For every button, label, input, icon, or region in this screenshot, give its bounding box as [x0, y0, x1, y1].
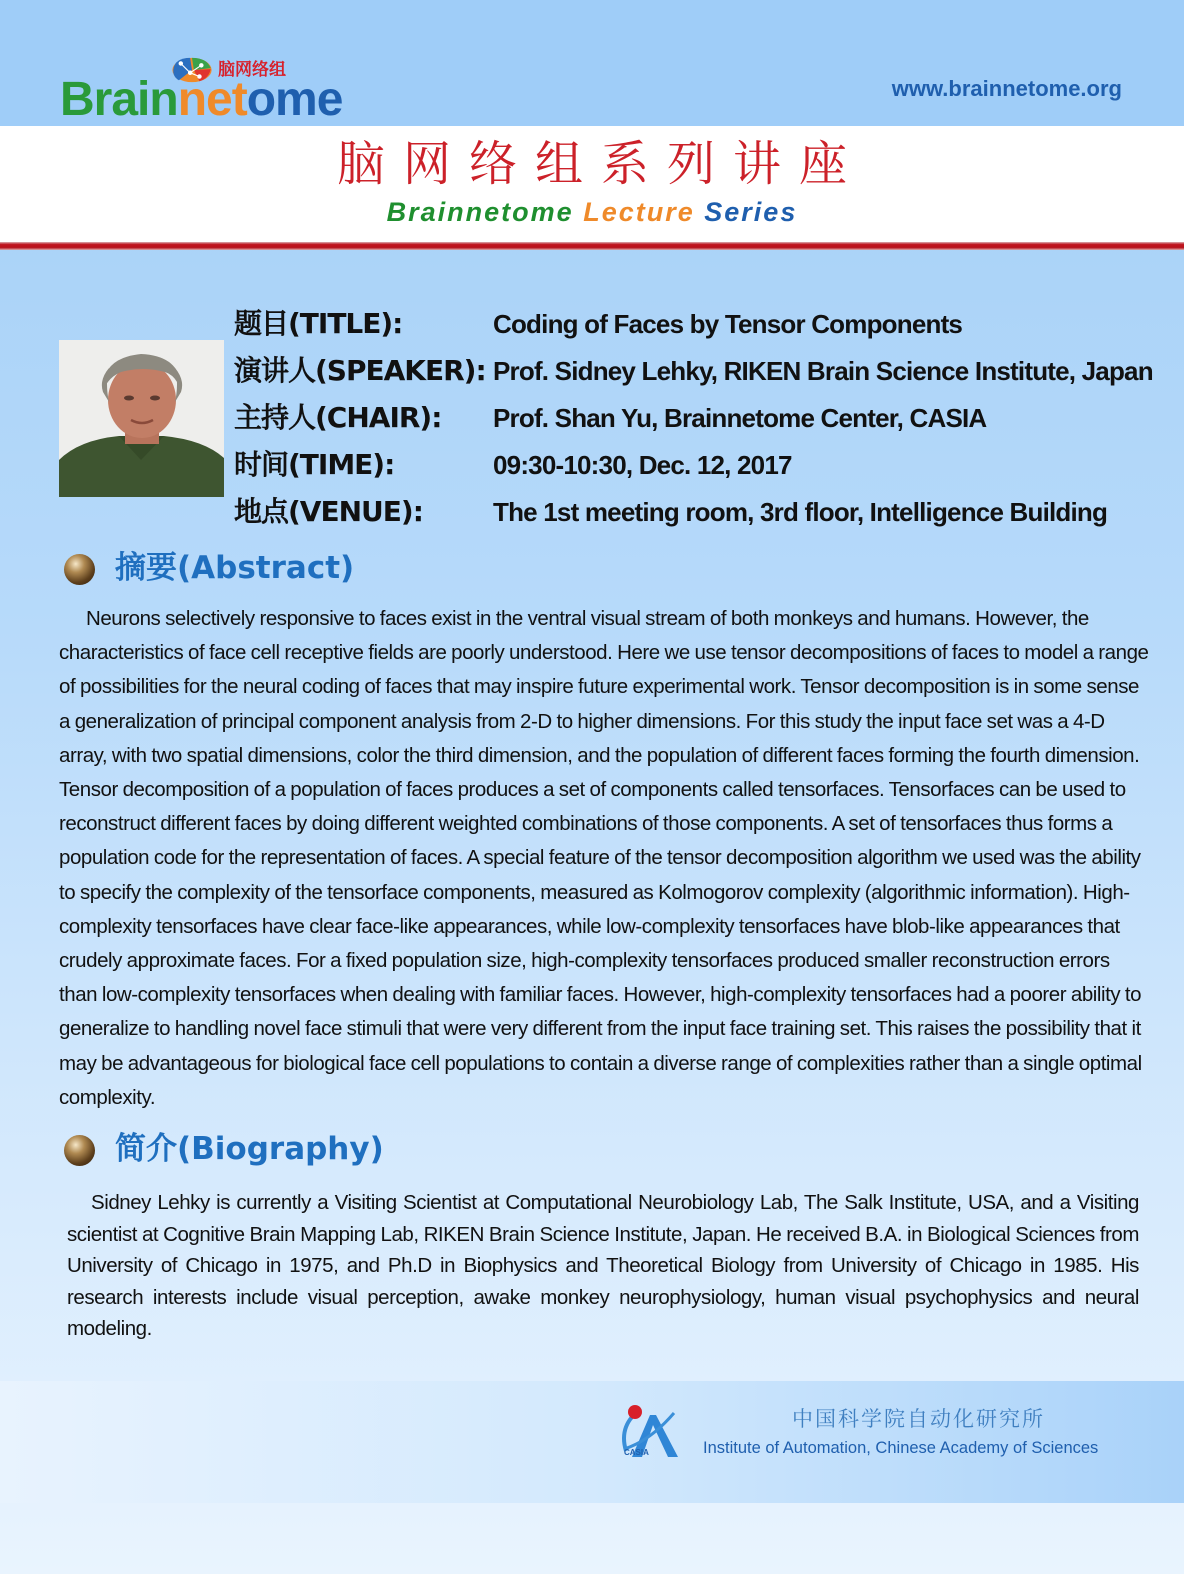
casia-logo — [620, 1401, 682, 1461]
lecture-info — [234, 306, 1164, 541]
lecture-series-en-title — [0, 196, 1184, 228]
logo-part-brain: Brain — [60, 73, 178, 126]
institute-cn-name: 中国科学院自动化研究所 — [792, 1406, 1045, 1431]
chair-value: Prof. Shan Yu, Brainnetome Center, CASIA — [493, 403, 987, 433]
logo-cn-label: 脑网络组 — [218, 60, 286, 80]
site-url-link[interactable]: www.brainnetome.org — [891, 76, 1122, 101]
footer-band — [0, 1381, 1184, 1503]
speaker-photo — [59, 340, 224, 497]
speaker-portrait-icon — [59, 340, 224, 497]
abstract-heading-text: 摘要(Abstract) — [115, 550, 355, 586]
logo-part-net: net — [177, 73, 247, 126]
speaker-label: 演讲人(SPEAKER): — [234, 354, 486, 387]
time-value: 09:30-10:30, Dec. 12, 2017 — [493, 450, 792, 480]
info-row-speaker — [234, 353, 1164, 400]
logo-wordmark — [60, 73, 343, 126]
venue-label: 地点(VENUE): — [234, 495, 423, 528]
bullet-sphere-icon — [64, 1135, 95, 1166]
en-title-brainnetome: Brainnetome — [386, 197, 574, 227]
en-title-series: Series — [704, 197, 798, 227]
info-row-time — [234, 447, 1164, 494]
institute-name-block — [703, 1405, 1163, 1459]
logo-part-ome: ome — [246, 73, 343, 126]
casia-logo-text: CASIA — [624, 1447, 649, 1457]
brainnetome-logo — [60, 54, 343, 126]
abstract-text: Neurons selectively responsive to faces exist in the ventral visual stream of both monkeys and humans. However, the characteristics of face cell receptive fields are poorly understood. Here we use tensor decompositions of faces to model a range of possibilities for the neural coding of faces that may inspire future experimental work. Tensor decomposition is in some sense a generalization of principal component analysis from 2-D to higher dimensions. For this study the input face set was a 4-D array, with two spatial dimensions, color the third dimension, and the population of different faces forming the fourth dimension. Tensor decomposition of a population of faces produces a set of components called tensorfaces. Tensorfaces can be used to reconstruct different faces by doing different weighted combinations of those components. A set of tensorfaces thus forms a population code for the representation of faces. A special feature of the tensor decomposition algorithm we used was the ability to specify the complexity of the tensorface components, measured as Kolmogorov complexity (algorithmic information). High-complexity tensorfaces have clear face-like appearances, while low-complexity tensorfaces have blob-like appearances that crudely approximate faces. For a fixed population size, high-complexity tensorfaces produced smaller reconstruction errors than low-complexity tensorfaces when dealing with familiar faces. However, high-complexity tensorfaces had a poorer ability to generalize to handling novel face stimuli that were very different from the input face training set. This raises the possibility that it may be advantageous for biological face cell populations to contain a diverse range of complexities rather than a single optimal complexity. — [59, 607, 1149, 1109]
en-title-lecture: Lecture — [583, 197, 695, 227]
venue-value: The 1st meeting room, 3rd floor, Intelligence Building — [493, 497, 1108, 527]
title-label: 题目(TITLE): — [234, 307, 403, 340]
casia-emblem-icon — [620, 1401, 682, 1461]
biography-heading — [64, 1127, 1184, 1177]
speaker-value: Prof. Sidney Lehky, RIKEN Brain Science Institute, Japan — [493, 356, 1153, 386]
lecture-series-cn-title: 脑网络组系列讲座 — [336, 136, 865, 192]
bullet-sphere-icon — [64, 554, 95, 585]
header-divider — [0, 242, 1184, 250]
lecture-info-section — [0, 250, 1184, 546]
biography-heading-text: 简介(Biography) — [115, 1131, 384, 1168]
institute-en-name: Institute of Automation, Chinese Academy of Sciences — [703, 1438, 1099, 1457]
time-label: 时间(TIME): — [234, 448, 395, 481]
info-row-venue — [234, 494, 1164, 541]
info-row-chair — [234, 400, 1164, 447]
biography-text: Sidney Lehky is currently a Visiting Scientist at Computational Neurobiology Lab, The Salk Institute, USA, and a Visiting scientist at Cognitive Brain Mapping Lab, RIKEN Brain Science Institute, Japan. He received B.A. in Biological Sciences from University of Chicago in 1975, and Ph.D in Biophysics and Theoretical Biology from University of Chicago in 1985. His research interests include visual perception, awake monkey neurophysiology, human visual psychophysics and neural modeling. — [67, 1191, 1139, 1341]
info-row-title — [234, 306, 1164, 353]
top-banner — [0, 0, 1184, 126]
title-value: Coding of Faces by Tensor Components — [493, 309, 963, 339]
chair-label: 主持人(CHAIR): — [234, 401, 442, 434]
title-banner — [0, 126, 1184, 242]
abstract-heading — [64, 546, 1184, 596]
